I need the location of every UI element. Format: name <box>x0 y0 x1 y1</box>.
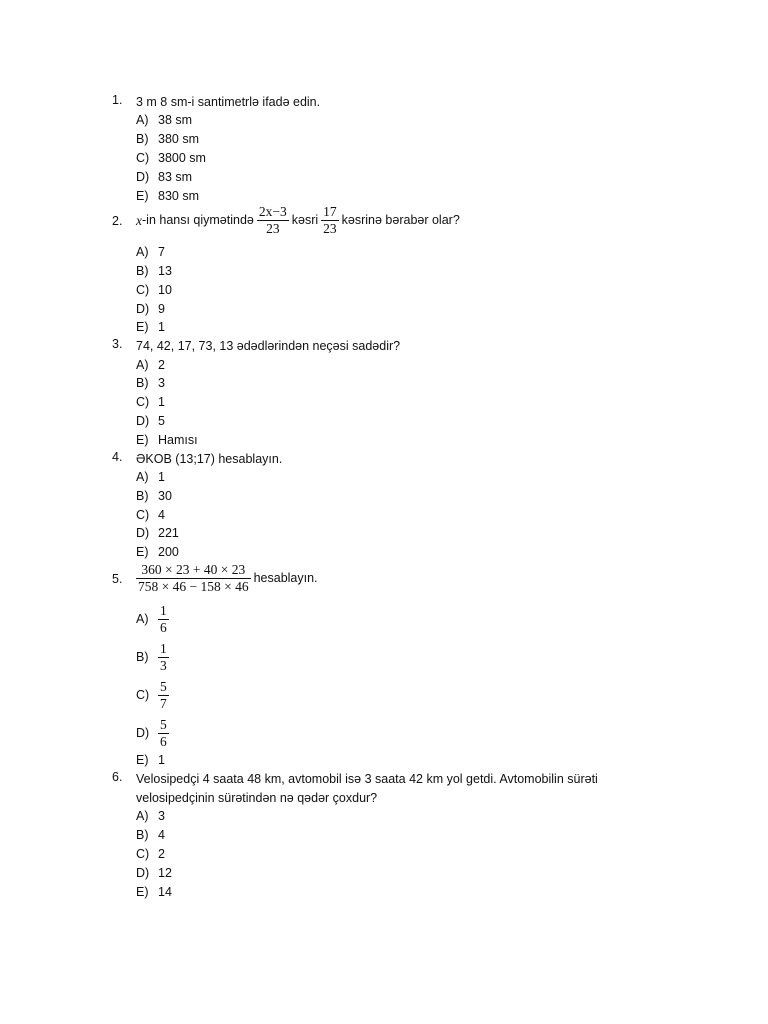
option-value: 4 <box>158 508 165 522</box>
option-label: A) <box>136 113 149 127</box>
option-label: B) <box>136 489 149 503</box>
option-label: A) <box>136 611 149 626</box>
option-d <box>136 412 165 431</box>
option-label: E) <box>136 433 149 447</box>
option-label: B) <box>136 828 149 842</box>
option-value: 14 <box>158 885 172 899</box>
option-value: 13 <box>158 264 172 278</box>
option-value: 3 <box>158 809 165 823</box>
fraction <box>158 717 169 750</box>
question-number: 3. <box>112 337 123 351</box>
option-value: 9 <box>158 302 165 316</box>
option-a <box>136 243 165 262</box>
option-label: C) <box>136 847 150 861</box>
option-value: 1 <box>158 320 165 334</box>
fraction-denominator: 758 × 46 − 158 × 46 <box>138 579 249 594</box>
option-label: D) <box>136 725 150 740</box>
option-b <box>136 639 172 675</box>
option-label: C) <box>136 508 150 522</box>
question-text-part: kəsrinə bərabər olar? <box>341 213 460 227</box>
option-value: 7 <box>158 245 165 259</box>
option-label: D) <box>136 526 150 540</box>
fraction-numerator: 5 <box>160 678 167 694</box>
option-value: 3800 sm <box>158 151 206 165</box>
option-value: 38 sm <box>158 113 193 127</box>
option-label: B) <box>136 132 149 146</box>
option-e <box>136 883 172 902</box>
option-value: 10 <box>158 283 172 297</box>
option-a <box>136 601 172 637</box>
fraction <box>321 204 339 237</box>
option-a <box>136 356 165 375</box>
question-text-part: hesablayın. <box>253 571 318 585</box>
option-label: D) <box>136 866 150 880</box>
fraction-numerator: 1 <box>160 640 167 656</box>
option-value: 12 <box>158 866 172 880</box>
fraction <box>158 603 169 636</box>
fraction-denominator: 3 <box>160 657 167 673</box>
option-d <box>136 864 172 883</box>
option-label: E) <box>136 753 149 767</box>
option-label: E) <box>136 885 149 899</box>
option-value: 1 <box>158 470 165 484</box>
fraction-denominator: 6 <box>160 733 167 749</box>
question-number: 1. <box>112 93 123 107</box>
option-b <box>136 487 172 506</box>
option-value: 1 <box>158 753 165 767</box>
option-label: D) <box>136 170 150 184</box>
option-label: B) <box>136 264 149 278</box>
fraction-numerator: 1 <box>160 602 167 618</box>
option-label: A) <box>136 470 149 484</box>
option-value: 200 <box>158 545 179 559</box>
option-value: 4 <box>158 828 165 842</box>
question-number: 6. <box>112 770 123 784</box>
option-label: C) <box>136 151 150 165</box>
option-value: 1 <box>158 395 165 409</box>
option-label: E) <box>136 189 149 203</box>
option-e <box>136 318 165 337</box>
option-label: A) <box>136 245 149 259</box>
option-c <box>136 677 172 713</box>
option-d <box>136 300 165 319</box>
fraction-denominator: 23 <box>266 221 280 236</box>
fraction-numerator: 2x−3 <box>258 204 287 219</box>
question-number: 2. <box>112 214 123 228</box>
option-d <box>136 524 179 543</box>
option-value: 380 sm <box>158 132 199 146</box>
question-text-part: kəsri <box>291 213 319 227</box>
option-c <box>136 149 206 168</box>
option-label: A) <box>136 358 149 372</box>
question-number: 5. <box>112 572 123 586</box>
fraction-numerator: 360 × 23 + 40 × 23 <box>141 562 246 577</box>
option-value: 2 <box>158 358 165 372</box>
option-value: 3 <box>158 376 165 390</box>
option-a <box>136 111 192 130</box>
question-text <box>136 204 460 237</box>
option-label: C) <box>136 395 150 409</box>
question-number: 4. <box>112 450 123 464</box>
option-label: E) <box>136 545 149 559</box>
option-label: D) <box>136 302 150 316</box>
option-value: 83 sm <box>158 170 193 184</box>
question-text: ƏKOB (13;17) hesablayın. <box>136 452 283 466</box>
fraction-numerator: 17 <box>323 204 337 219</box>
option-label: E) <box>136 320 149 334</box>
question-text-part: -in hansı qiymətində <box>142 213 254 227</box>
option-value: 221 <box>158 526 179 540</box>
option-label: D) <box>136 414 150 428</box>
question-text: 74, 42, 17, 73, 13 ədədlərindən neçəsi sadədir? <box>136 339 401 353</box>
fraction <box>257 204 289 237</box>
question-text-line-2: velosipedçinin sürətindən nə qədər çoxdur? <box>136 791 378 805</box>
fraction <box>158 641 169 674</box>
option-label: C) <box>136 283 150 297</box>
option-b <box>136 826 165 845</box>
option-a <box>136 468 165 487</box>
option-value: Hamısı <box>158 433 198 447</box>
option-b <box>136 130 199 149</box>
option-c <box>136 393 165 412</box>
fraction-denominator: 6 <box>160 619 167 635</box>
fraction <box>136 562 251 595</box>
question-text <box>136 562 318 595</box>
option-e <box>136 543 179 562</box>
math-variable: x <box>136 213 142 228</box>
option-label: C) <box>136 687 150 702</box>
option-value: 30 <box>158 489 172 503</box>
option-label: A) <box>136 809 149 823</box>
fraction-denominator: 23 <box>323 221 337 236</box>
option-c <box>136 506 165 525</box>
option-e <box>136 751 165 770</box>
option-label: B) <box>136 649 149 664</box>
fraction-numerator: 5 <box>160 716 167 732</box>
question-text-line-1: Velosipedçi 4 saata 48 km, avtomobil isə 3 saata 42 km yol getdi. Avtomobilin sürəti <box>136 772 598 786</box>
option-b <box>136 262 172 281</box>
option-e <box>136 431 198 450</box>
option-value: 830 sm <box>158 189 199 203</box>
option-value: 2 <box>158 847 165 861</box>
option-c <box>136 845 165 864</box>
option-value: 5 <box>158 414 165 428</box>
option-a <box>136 807 165 826</box>
fraction-denominator: 7 <box>160 695 167 711</box>
option-label: B) <box>136 376 149 390</box>
option-b <box>136 374 165 393</box>
option-d <box>136 715 172 751</box>
option-d <box>136 168 192 187</box>
fraction <box>158 679 169 712</box>
question-text: 3 m 8 sm-i santimetrlə ifadə edin. <box>136 95 321 109</box>
option-c <box>136 281 172 300</box>
